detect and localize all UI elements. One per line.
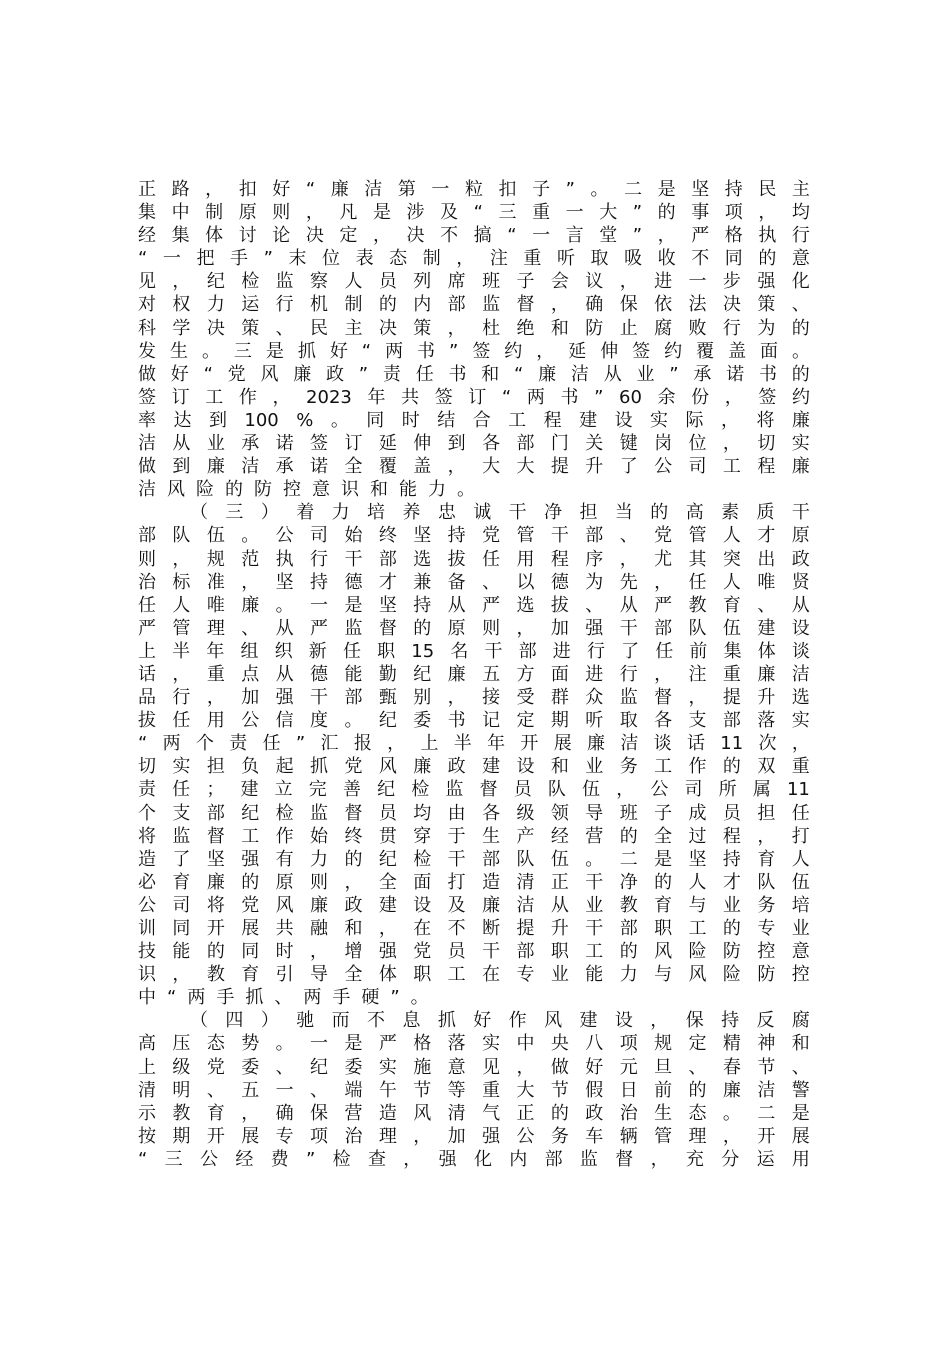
text-line: （ 三 ） 着 力 培 养 忠 诚 干 净 担 当 的 高 素 质 干 bbox=[190, 502, 810, 524]
text-line: 训 同 开 展 共 融 和 ， 在 不 断 提 升 干 部 职 工 的 专 业 bbox=[138, 918, 810, 939]
text-line: 严 管 理 、 从 严 监 督 的 原 则 ， 加 强 干 部 队 伍 建 设 bbox=[138, 617, 810, 639]
text-line: 正 路 ， 扣 好 “ 廉 洁 第 一 粒 扣 子 ” 。 二 是 坚 持 民 主 bbox=[138, 179, 810, 200]
text-line: “ 三 公 经 费 ” 检 查 ， 强 化 内 部 监 督 ， 充 分 运 用 bbox=[138, 1148, 810, 1170]
text-line: 洁风险的防控意识和能力。 bbox=[138, 479, 486, 501]
text-line: 集 中 制 原 则 ， 凡 是 涉 及 “ 三 重 一 大 ” 的 事 项 ， 均 bbox=[138, 202, 810, 224]
text-line: （ 四 ） 驰 而 不 息 抓 好 作 风 建 设 ， 保 持 反 腐 bbox=[190, 1010, 810, 1032]
text-line: 切 实 担 负 起 抓 党 风 廉 政 建 设 和 业 务 工 作 的 双 重 bbox=[138, 756, 810, 778]
text-line: 做 到 廉 洁 承 诺 全 覆 盖 ， 大 大 提 升 了 公 司 工 程 廉 bbox=[138, 456, 810, 478]
text-line: 清 明 、 五 一 、 端 午 节 等 重 大 节 假 日 前 的 廉 洁 警 bbox=[138, 1079, 810, 1101]
text-line: 造 了 坚 强 有 力 的 纪 检 干 部 队 伍 。 二 是 坚 持 育 人 bbox=[138, 848, 810, 870]
text-line: 经 集 体 讨 论 决 定 ， 决 不 搞 “ 一 言 堂 ” ， 严 格 执 行 bbox=[138, 225, 810, 247]
text-line: 品 行 ， 加 强 干 部 甄 别 ， 接 受 群 众 监 督 ， 提 升 选 bbox=[138, 687, 810, 709]
text-line: 话 ， 重 点 从 德 能 勤 纪 廉 五 方 面 进 行 ， 注 重 廉 洁 bbox=[138, 663, 810, 685]
text-line: 拔 任 用 公 信 度 。 纪 委 书 记 定 期 听 取 各 支 部 落 实 bbox=[138, 710, 810, 732]
text-line: 上 半 年 组 织 新 任 职 15 名 干 部 进 行 了 任 前 集 体 谈 bbox=[138, 640, 810, 662]
text-line: 按 期 开 展 专 项 治 理 ， 加 强 公 务 车 辆 管 理 ， 开 展 bbox=[138, 1125, 810, 1147]
text-line: “ 两 个 责 任 ” 汇 报 ， 上 半 年 开 展 廉 洁 谈 话 11 次 ， bbox=[138, 733, 810, 755]
text-line: 洁 从 业 承 诺 签 订 延 伸 到 各 部 门 关 键 岗 位 ， 切 实 bbox=[138, 433, 810, 455]
text-line: 发 生 。 三 是 抓 好 “ 两 书 ” 签 约 ， 延 伸 签 约 覆 盖 面 。 bbox=[138, 340, 810, 362]
text-line: 个 支 部 纪 检 监 督 员 均 由 各 级 领 导 班 子 成 员 担 任 bbox=[138, 802, 810, 824]
text-line: 上 级 党 委 、 纪 委 实 施 意 见 ， 做 好 元 旦 、 春 节 、 bbox=[138, 1056, 810, 1078]
text-line: 技 能 的 同 时 ， 增 强 党 员 干 部 职 工 的 风 险 防 控 意 bbox=[138, 941, 810, 963]
text-line: 将 监 督 工 作 始 终 贯 穿 于 生 产 经 营 的 全 过 程 ， 打 bbox=[138, 825, 810, 847]
text-line: 则 ， 规 范 执 行 干 部 选 拔 任 用 程 序 ， 尤 其 突 出 政 bbox=[138, 548, 810, 570]
body-text bbox=[138, 178, 810, 1171]
text-line: 签 订 工 作 ， 2023 年 共 签 订 “ 两 书 ” 60 余 份 ， 签 约 bbox=[138, 386, 810, 408]
text-line: 中“两手抓、两手硬”。 bbox=[138, 987, 440, 1009]
text-line: 高 压 态 势 。 一 是 严 格 落 实 中 央 八 项 规 定 精 神 和 bbox=[138, 1033, 810, 1055]
text-line: 必 育 廉 的 原 则 ， 全 面 打 造 清 正 干 净 的 人 才 队 伍 bbox=[138, 871, 810, 893]
text-line: 任 人 唯 廉 。 一 是 坚 持 从 严 选 拔 、 从 严 教 育 、 从 bbox=[138, 594, 810, 616]
text-line: 部 队 伍 。 公 司 始 终 坚 持 党 管 干 部 、 党 管 人 才 原 bbox=[138, 525, 810, 547]
text-line: 科 学 决 策 、 民 主 决 策 ， 杜 绝 和 防 止 腐 败 行 为 的 bbox=[138, 317, 810, 339]
text-line: 率 达 到 100 % 。 同 时 结 合 工 程 建 设 实 际 ， 将 廉 bbox=[138, 409, 810, 431]
text-line: 治 标 准 ， 坚 持 德 才 兼 备 、 以 德 为 先 ， 任 人 唯 贤 bbox=[138, 571, 810, 593]
text-line: 对 权 力 运 行 机 制 的 内 部 监 督 ， 确 保 依 法 决 策 、 bbox=[138, 294, 810, 316]
text-line: 识 ， 教 育 引 导 全 体 职 工 在 专 业 能 力 与 风 险 防 控 bbox=[138, 964, 810, 986]
text-line: 公 司 将 党 风 廉 政 建 设 及 廉 洁 从 业 教 育 与 业 务 培 bbox=[138, 894, 810, 916]
text-line: 见 ， 纪 检 监 察 人 员 列 席 班 子 会 议 ， 进 一 步 强 化 bbox=[138, 271, 810, 293]
text-line: 责 任 ； 建 立 完 善 纪 检 监 督 员 队 伍 ， 公 司 所 属 11 bbox=[138, 779, 810, 801]
text-line: 做 好 “ 党 风 廉 政 ” 责 任 书 和 “ 廉 洁 从 业 ” 承 诺 书 的 bbox=[138, 363, 810, 385]
text-line: 示 教 育 ， 确 保 营 造 风 清 气 正 的 政 治 生 态 。 二 是 bbox=[138, 1102, 810, 1124]
text-line: “ 一 把 手 ” 末 位 表 态 制 ， 注 重 听 取 吸 收 不 同 的 意 bbox=[138, 248, 810, 270]
